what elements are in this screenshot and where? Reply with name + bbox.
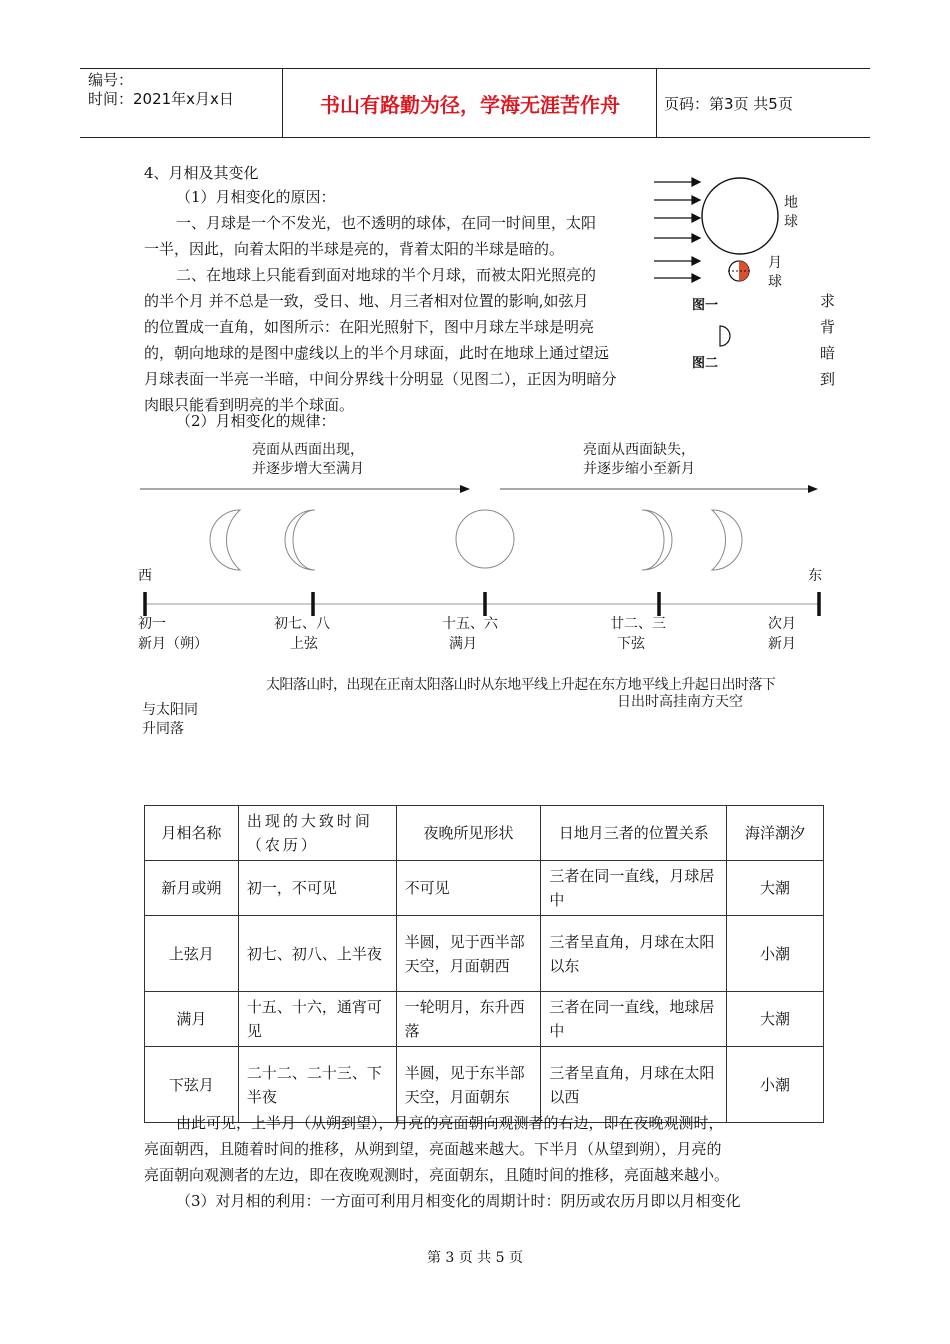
side-char-4: 到 [820, 370, 836, 388]
table-cell: 新月或朔 [145, 861, 239, 916]
sunlight-arrows [654, 178, 700, 282]
table-cell: 初一，不可见 [238, 861, 396, 916]
table-header: 出现的大致时间（农历） [238, 806, 396, 861]
table-cell: 十五、十六，通宵可见 [238, 992, 396, 1047]
table-header: 海洋潮汐 [727, 806, 824, 861]
table-cell: 三者在同一直线，地球居中 [541, 992, 727, 1047]
table-cell: 半圆，见于东半部天空，月面朝东 [396, 1047, 541, 1123]
tick-day-2: 十五、六 [442, 616, 498, 632]
para1-line2: 一半，因此，向着太阳的半球是亮的，背着太阳的半球是暗的。 [144, 240, 565, 258]
table-header: 夜晚所见形状 [396, 806, 541, 861]
tick-day-0: 初一 [138, 616, 166, 632]
table-cell: 满月 [145, 992, 239, 1047]
header-left [88, 71, 234, 109]
table-cell: 二十二、二十三、下半夜 [238, 1047, 396, 1123]
table-cell: 上弦月 [145, 916, 239, 992]
after-line3: 亮面朝向观测者的左边，即在夜晚观测时，亮面朝东，且随时间的推移，亮面越来越小。 [144, 1166, 730, 1184]
para2-line3: 的位置成一直角，如图所示：在阳光照射下，图中月球左半球是明亮 [144, 318, 595, 336]
west-label: 西 [138, 568, 152, 584]
after-line4: （3）对月相的利用：一方面可利用月相变化的周期计时：阴历或农历月即以月相变化 [176, 1192, 741, 1210]
table-cell: 下弦月 [145, 1047, 239, 1123]
half-moon-icon [720, 326, 730, 346]
header-divider-1 [282, 69, 283, 137]
table-row [145, 861, 824, 916]
para2-line4: 的，朝向地球的是图中虚线以上的半个月球面，此时在地球上通过望远 [144, 344, 610, 362]
right-arrow-text-2: 并逐步缩小至新月 [583, 461, 695, 477]
left-arrow-text-2: 并逐步增大至满月 [252, 461, 364, 477]
tick-name-1: 上弦 [290, 636, 318, 652]
overlap-line-2: 日出时高挂南方天空 [617, 694, 743, 710]
page-footer: 第 3 页 共 5 页 [426, 1250, 524, 1266]
table-cell: 小潮 [727, 916, 824, 992]
tick-day-4: 次月 [768, 616, 796, 632]
table-cell: 初七、初八、上半夜 [238, 916, 396, 992]
crescent-waxing-1 [210, 510, 240, 570]
full-moon [456, 510, 514, 568]
tick-name-2: 满月 [449, 636, 477, 652]
arrow-waxing [140, 485, 470, 493]
crescent-waxing-2 [285, 510, 315, 570]
table-row [145, 916, 824, 992]
crescent-waning [712, 510, 742, 570]
number-label: 编号： [88, 71, 134, 89]
side-char-3: 暗 [820, 344, 836, 362]
table-cell: 三者在同一直线，月球居中 [541, 861, 727, 916]
sync-text-2: 升同落 [142, 721, 184, 737]
after-line1: 由此可见，上半月（从朔到望），月亮的亮面朝向观测者的右边，即在夜晚观测时， [176, 1114, 724, 1132]
overlap-line: 太阳落山时，出现在正南太阳落山时从东地平线上升起在东方地平线上升起日出时落下 [266, 677, 776, 693]
para1-line1: 一、月球是一个不发光，也不透明的球体，在同一时间里，太阳 [176, 214, 597, 232]
fig2-label: 图二 [692, 356, 719, 371]
table-cell: 小潮 [727, 1047, 824, 1123]
para2-line2: 的半个月 并不总是一致，受日、地、月三者相对位置的影响,如弦月 [144, 292, 589, 310]
header-motto: 书山有路勤为径，学海无涯苦作舟 [320, 93, 620, 117]
moon-label: 月球 [768, 255, 782, 290]
header-divider-2 [656, 69, 657, 137]
earth-label: 地球 [784, 195, 798, 230]
table-cell: 大潮 [727, 992, 824, 1047]
phase-diagram-svg [130, 476, 830, 626]
right-arrow-text-1: 亮面从西面缺失， [583, 442, 695, 458]
side-char-2: 背 [820, 318, 836, 336]
table-header-row [145, 806, 824, 861]
tick-day-1: 初七、八 [274, 616, 330, 632]
subheading-rule: （2）月相变化的规律： [176, 412, 336, 430]
moon-phase-table [144, 805, 824, 1123]
table-cell: 大潮 [727, 861, 824, 916]
table-header: 日地月三者的位置关系 [541, 806, 727, 861]
table-cell: 一轮明月，东升西落 [396, 992, 541, 1047]
earth-circle [702, 178, 778, 254]
east-label: 东 [808, 568, 822, 584]
sync-text-1: 与太阳同 [142, 702, 198, 718]
table-cell: 不可见 [396, 861, 541, 916]
header-page-info: 页码：第3页 共5页 [664, 95, 793, 113]
tick-name-4: 新月 [768, 636, 796, 652]
subheading-cause: （1）月相变化的原因： [176, 188, 336, 206]
waning-gibbous [642, 510, 672, 570]
tick-day-3: 廿二、三 [610, 616, 666, 632]
tick-name-3: 下弦 [617, 636, 645, 652]
table-cell: 三者呈直角，月球在太阳以东 [541, 916, 727, 992]
section-title: 4、月相及其变化 [144, 164, 259, 182]
left-arrow-text-1: 亮面从西面出现， [252, 442, 364, 458]
table-row [145, 992, 824, 1047]
after-line2: 亮面朝西，且随着时间的推移，从朔到望，亮面越来越大。下半月（从望到朔），月亮的 [144, 1140, 722, 1158]
side-char-1: 求 [820, 292, 836, 310]
para2-line1: 二、在地球上只能看到面对地球的半个月球，而被太阳光照亮的 [176, 266, 597, 284]
para2-line6: 肉眼只能看到明亮的半个球面。 [144, 396, 355, 414]
arrow-waning [500, 485, 818, 493]
table-header: 月相名称 [145, 806, 239, 861]
figure-earth-moon [650, 168, 820, 373]
tick-name-0: 新月（朔） [138, 636, 208, 652]
para2-line5: 月球表面一半亮一半暗，中间分界线十分明显（见图二），正因为明暗分 [144, 370, 617, 388]
page-header [80, 68, 870, 138]
table-cell: 半圆，见于西半部天空，月面朝西 [396, 916, 541, 992]
table-cell: 三者呈直角，月球在太阳以西 [541, 1047, 727, 1123]
fig1-label: 图一 [692, 298, 719, 313]
time-label: 时间：2021年x月x日 [88, 90, 234, 108]
